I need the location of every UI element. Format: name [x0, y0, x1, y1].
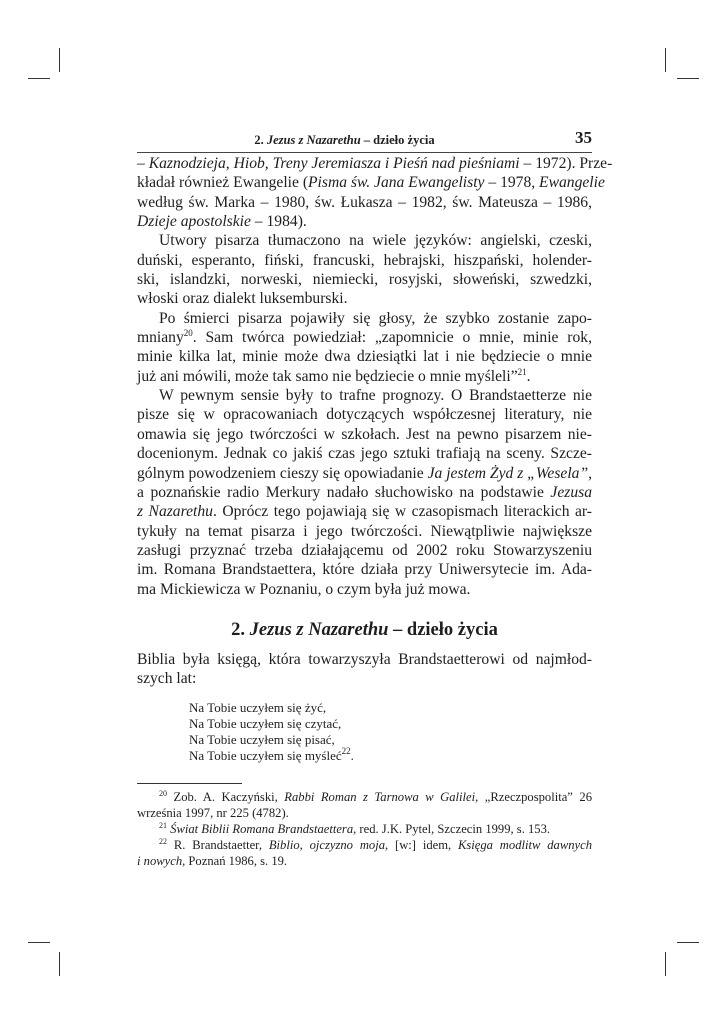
italic-text: z Nazarethu	[137, 503, 213, 521]
text-line	[137, 580, 592, 599]
crop-mark	[59, 952, 60, 976]
text-line	[137, 541, 592, 560]
text-line	[137, 483, 592, 502]
italic-text: – Kaznodzieja, Hiob, Treny Jeremiasza i Pieśń nad pieśniami	[137, 155, 520, 172]
text-segment: R. Brandstaetter,	[173, 837, 269, 852]
text-segment: kładał również Ewangelie (	[137, 174, 309, 192]
footnote-21	[137, 822, 592, 838]
poem-quote	[189, 700, 354, 764]
text-segment: , „Rzeczpospolita” 26	[475, 790, 592, 804]
text-line	[137, 405, 592, 424]
text-line	[137, 270, 592, 289]
heading-italic: Jezus z Nazarethu	[249, 620, 389, 640]
page-number: 35	[575, 128, 592, 147]
poem-line	[189, 716, 354, 732]
footnote-22	[137, 838, 592, 870]
text-line: Biblia była księgą, która towarzyszyła Brandstaetterowi od najmłod-	[137, 651, 592, 668]
crop-mark	[59, 48, 60, 72]
text-segment: pisze się w opracowaniach dotyczących współczesnej literatury, nie	[137, 406, 592, 424]
text-segment: – 1972). Prze-	[519, 155, 613, 172]
text-segment: włoski oraz dialekt luksemburski.	[137, 290, 348, 308]
text-line	[137, 154, 613, 173]
text-segment: Zob. A. Kaczyński,	[173, 790, 285, 804]
text-line	[137, 309, 592, 328]
footnote-ref: 22	[341, 746, 351, 756]
running-header	[137, 128, 592, 153]
text-segment: gólnym powodzeniem cieszy się opowiadanie	[137, 464, 428, 482]
heading-prefix: 2.	[231, 620, 250, 640]
text-line	[137, 212, 592, 231]
footnote-number: 21	[159, 820, 167, 830]
header-title-italic: Jezus z Nazarethu	[266, 133, 361, 147]
italic-text: Biblio, ojczyzno moja	[268, 837, 386, 852]
paragraph	[137, 386, 592, 599]
text-segment: zasługi przyznać trzeba działającemu od 2002 roku Stowarzyszeniu	[137, 541, 592, 559]
italic-text: i nowych	[137, 853, 183, 868]
poem-line	[189, 748, 354, 764]
text-segment: .	[526, 367, 531, 385]
footnote-line	[137, 854, 592, 870]
heading-suffix: – dzieło życia	[388, 620, 498, 640]
text-segment: a poznańskie radio Merkury nadało słuchowisko na podstawie	[137, 483, 551, 501]
text-segment: minie kilka lat, minie może dwa dziesiątki lat i nie będziecie o mnie	[137, 348, 592, 366]
poem-line	[189, 700, 354, 716]
footnote-line	[137, 790, 592, 806]
text-segment: Po śmierci pisarza pojawiły się głosy, że szybko zostanie zapo-	[159, 309, 592, 327]
text-line	[137, 251, 592, 270]
crop-mark	[677, 78, 699, 79]
text-line	[137, 522, 592, 541]
footnote-line	[137, 822, 592, 838]
text-segment: ma Mickiewicza w Poznaniu, o czym była już mowa.	[137, 580, 471, 598]
text-segment: duński, esperanto, fiński, francuski, hebrajski, hiszpański, holender-	[137, 251, 592, 269]
text-segment: już ani mówili, może tak samo nie będziecie o mnie myśleli”	[137, 367, 518, 385]
intro-paragraph	[137, 649, 592, 688]
footnote-separator	[137, 783, 242, 784]
italic-text: Księga modlitw dawnych	[457, 837, 592, 852]
text-segment: tykuły na temat pisarza i jego twórczości. Niewątpliwie największe	[137, 522, 592, 540]
text-line	[137, 502, 592, 521]
footnote-line	[137, 806, 592, 822]
text-line	[137, 289, 592, 308]
text-line	[137, 386, 592, 405]
italic-text: Ja jestem Żyd z „Wesela”,	[427, 464, 593, 482]
text-segment: , red. J.K. Pytel, Szczecin 1999, s. 153.	[353, 821, 551, 836]
section-heading	[137, 620, 592, 641]
paragraph	[137, 154, 613, 231]
crop-mark	[28, 942, 50, 943]
footnotes	[137, 790, 592, 869]
italic-text: Jezusa	[550, 483, 592, 501]
body-text	[137, 154, 613, 599]
italic-text: Dzieje apostolskie	[137, 213, 251, 231]
text-line: szych lat:	[137, 670, 197, 688]
italic-text: Pisma św. Jana Ewangelisty	[308, 174, 485, 192]
text-segment: docenionym. Jednak co jakiś czas jego sztuki trafiają na sceny. Szcze-	[137, 445, 592, 463]
text-segment: według św. Marka – 1980, św. Łukasza – 1982, św. Mateusza – 1986,	[137, 193, 592, 211]
text-segment: , [w:] idem,	[385, 837, 458, 852]
paragraph	[137, 231, 592, 308]
text-segment: – 1978,	[484, 174, 540, 192]
punctuation: .	[350, 748, 354, 763]
text-segment: . Oprócz tego pojawiają się w czasopismach literackich ar-	[212, 503, 592, 521]
footnote-number: 20	[159, 789, 167, 798]
poem-line	[189, 732, 354, 748]
text-line	[137, 425, 592, 444]
text-segment: ski, islandzki, norweski, niemiecki, rosyjski, słoweński, szwedzki,	[137, 271, 592, 289]
text-segment: . Sam twórca powiedział: „zapomnicie o mnie, minie rok,	[192, 329, 592, 347]
text-line	[137, 464, 592, 483]
text-segment: im. Romana Brandstaettera, które działa przy Uniwersytecie im. Ada-	[137, 561, 592, 579]
text-segment: – 1984).	[250, 213, 307, 231]
poem-line-text: Na Tobie uczyłem się myśleć	[189, 748, 342, 763]
footnote-ref: 21	[517, 366, 527, 377]
footnote-ref: 20	[183, 328, 193, 339]
header-title-suffix: – dzieło życia	[360, 133, 435, 147]
poem-line-text: Na Tobie uczyłem się czytać,	[189, 716, 342, 731]
text-line	[137, 231, 592, 250]
text-line	[137, 444, 592, 463]
footnote-line	[137, 838, 592, 854]
poem-line-text: Na Tobie uczyłem się żyć,	[189, 700, 327, 715]
text-line	[137, 347, 592, 366]
text-segment: mniany	[137, 329, 184, 347]
crop-mark	[665, 48, 666, 72]
text-line	[137, 367, 592, 386]
text-segment: września 1997, nr 225 (4782).	[137, 805, 289, 820]
text-segment: Utwory pisarza tłumaczono na wiele języków: angielski, czeski,	[159, 232, 592, 250]
italic-text: Świat Biblii Romana Brandstaettera	[170, 821, 354, 836]
running-header-title	[137, 133, 552, 148]
text-segment: , Poznań 1986, s. 19.	[182, 853, 288, 868]
text-line	[137, 328, 592, 347]
header-title-prefix: 2.	[254, 133, 267, 147]
crop-mark	[677, 942, 699, 943]
text-segment: W pewnym sensie były to trafne prognozy. O Brandstaetterze nie	[159, 387, 592, 405]
italic-text: Ewangelie	[539, 174, 605, 192]
crop-mark	[28, 78, 50, 79]
text-line	[137, 173, 605, 192]
text-segment: omawia się jego twórczości w szkołach. Jest na pewno pisarzem nie-	[137, 425, 592, 443]
italic-text: Rabbi Roman z Tarnowa w Galilei	[284, 790, 476, 804]
footnote-20	[137, 790, 592, 822]
text-line	[137, 193, 592, 212]
footnote-number: 22	[159, 836, 167, 846]
crop-mark	[665, 952, 666, 976]
text-line	[137, 560, 592, 579]
poem-line-text: Na Tobie uczyłem się pisać,	[189, 732, 335, 747]
paragraph	[137, 309, 592, 386]
